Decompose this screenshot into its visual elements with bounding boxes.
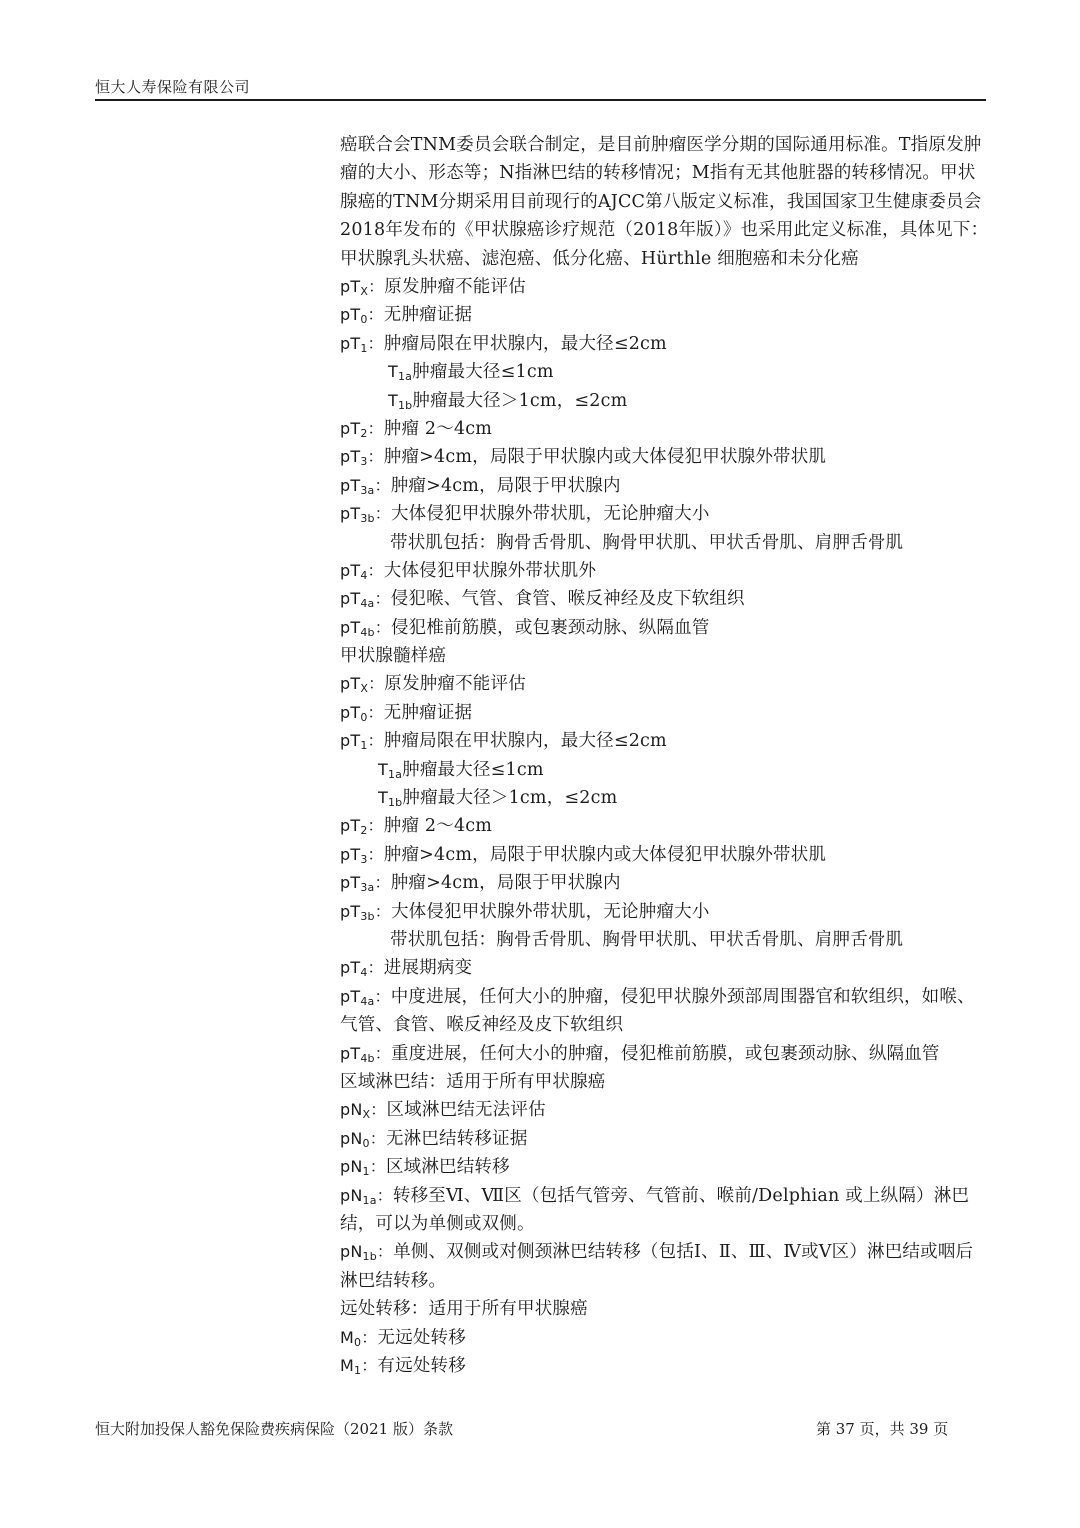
s2-pt4a-line: $pT_{4a}$：中度进展，任何大小的肿瘤，侵犯甲状腺外颈部周围器官和软组织，如喉、气管、食管、喉反神经及皮下软组织 bbox=[340, 986, 975, 1036]
s2-pt3-text: 肿瘤>4cm，局限于甲状腺内或大体侵犯甲状腺外带状肌 bbox=[383, 844, 827, 865]
s4-m0-line: $M_0$：无远处转移 bbox=[340, 1327, 466, 1349]
s1-pt3-line: $pT_3$：肿瘤>4cm，局限于甲状腺内或大体侵犯甲状腺外带状肌 bbox=[340, 447, 827, 469]
s2-pt4-line: $pT_4$：进展期病变 bbox=[340, 958, 473, 980]
s1-pt4-text: 大体侵犯甲状腺外带状肌外 bbox=[383, 560, 597, 581]
s3-pnx-text: 区域淋巴结无法评估 bbox=[386, 1100, 546, 1121]
footer-page-number: 第 37 页，共 39 页 bbox=[816, 1420, 949, 1438]
s3-pnx-line: $pN_X$：区域淋巴结无法评估 bbox=[340, 1100, 546, 1122]
document-body bbox=[340, 131, 990, 1380]
s1-pt0-line: $pT_0$：无肿瘤证据 bbox=[340, 305, 473, 327]
s1-pt3a-line: $pT_{3a}$：肿瘤>4cm，局限于甲状腺内 bbox=[340, 475, 621, 497]
s2-pt3b-line: $pT_{3b}$：大体侵犯甲状腺外带状肌，无论肿瘤大小 bbox=[340, 901, 710, 923]
header-divider bbox=[95, 99, 986, 101]
s3-pn1b-line: $pN_{1b}$：单侧、双侧或对侧颈淋巴结转移（包括Ⅰ、Ⅱ、Ⅲ、Ⅳ或Ⅴ区）淋巴结或咽后淋巴结转移。 bbox=[340, 1242, 974, 1291]
s2-pt0-text: 无肿瘤证据 bbox=[383, 702, 473, 723]
s2-ptx-text: 原发肿瘤不能评估 bbox=[384, 674, 526, 695]
section2-title: 甲状腺髓样癌 bbox=[340, 646, 447, 667]
s1-pt3-text: 肿瘤>4cm，局限于甲状腺内或大体侵犯甲状腺外带状肌 bbox=[383, 447, 827, 468]
s1-t1b-text: 肿瘤最大径＞1cm，≤2cm bbox=[412, 390, 628, 411]
intro-paragraph: 癌联合会TNM委员会联合制定，是目前肿瘤医学分期的国际通用标准。T指原发肿瘤的大小、形态等；N指淋巴结的转移情况；M指有无其他脏器的转移情况。甲状腺癌的TNM分期采用目前现行的AJCC第八版定义标准，我国国家卫生健康委员会2018年发布的《甲状腺癌诊疗规范（2018年版）》也采用此定义标准，具体见下： bbox=[340, 135, 989, 241]
s2-pt2-line: $pT_2$：肿瘤 2～4cm bbox=[340, 816, 493, 838]
s1-pt3a-text: 肿瘤>4cm，局限于甲状腺内 bbox=[390, 475, 621, 496]
s2-pt0-line: $pT_0$：无肿瘤证据 bbox=[340, 702, 473, 724]
s1-pt4b-line: $pT_{4b}$：侵犯椎前筋膜，或包裹颈动脉、纵隔血管 bbox=[340, 617, 710, 639]
section1-title: 甲状腺乳头状癌、滤泡癌、低分化癌、Hürthle 细胞癌和未分化癌 bbox=[340, 248, 859, 269]
s1-pt4a-text: 侵犯喉、气管、食管、喉反神经及皮下软组织 bbox=[390, 589, 745, 610]
s1-pt3b-text: 大体侵犯甲状腺外带状肌，无论肿瘤大小 bbox=[390, 504, 710, 525]
s2-pt3b-text: 大体侵犯甲状腺外带状肌，无论肿瘤大小 bbox=[390, 901, 710, 922]
s1-pt4a-line: $pT_{4a}$：侵犯喉、气管、食管、喉反神经及皮下软组织 bbox=[340, 589, 745, 611]
s4-m1-text: 有远处转移 bbox=[377, 1355, 466, 1376]
page-header-company: 恒大人寿保险有限公司 bbox=[95, 78, 251, 96]
s2-pt2-text: 肿瘤 2～4cm bbox=[383, 816, 493, 837]
footer-doc-title: 恒大附加投保人豁免保险费疾病保险（2021 版）条款 bbox=[95, 1420, 453, 1438]
s3-pn0-line: $pN_0$：无淋巴结转移证据 bbox=[340, 1128, 528, 1150]
s1-strap-line: 带状肌包括：胸骨舌骨肌、胸骨甲状肌、甲状舌骨肌、肩胛舌骨肌 bbox=[390, 532, 904, 553]
s3-pn1-text: 区域淋巴结转移 bbox=[385, 1157, 510, 1178]
s2-pt4b-text: 重度进展，任何大小的肿瘤，侵犯椎前筋膜，或包裹颈动脉、纵隔血管 bbox=[390, 1043, 940, 1064]
s1-pt2-line: $pT_2$：肿瘤 2～4cm bbox=[340, 418, 493, 440]
s1-pt4-line: $pT_4$：大体侵犯甲状腺外带状肌外 bbox=[340, 560, 597, 582]
s1-pt4b-text: 侵犯椎前筋膜，或包裹颈动脉、纵隔血管 bbox=[390, 617, 710, 638]
s3-pn1a-text: 转移至Ⅵ、Ⅶ区（包括气管旁、气管前、喉前/Delphian 或上纵隔）淋巴结，可以为单侧或双侧。 bbox=[340, 1185, 970, 1234]
s2-pt3a-text: 肿瘤>4cm，局限于甲状腺内 bbox=[390, 873, 621, 894]
s2-t1a-text: 肿瘤最大径≤1cm bbox=[402, 759, 544, 780]
s1-pt1-text: 肿瘤局限在甲状腺内，最大径≤2cm bbox=[383, 333, 667, 354]
s2-strap-line: 带状肌包括：胸骨舌骨肌、胸骨甲状肌、甲状舌骨肌、肩胛舌骨肌 bbox=[390, 930, 904, 950]
s3-pn1a-line: $pN_{1a}$：转移至Ⅵ、Ⅶ区（包括气管旁、气管前、喉前/Delphian 或上纵隔）淋巴结，可以为单侧或双侧。 bbox=[340, 1185, 970, 1234]
s2-t1b-text: 肿瘤最大径＞1cm，≤2cm bbox=[402, 788, 618, 809]
s1-pt2-text: 肿瘤 2～4cm bbox=[383, 418, 493, 439]
s1-t1a-line: $T_{1a}$肿瘤最大径≤1cm bbox=[388, 362, 554, 384]
s1-t1b-line: $T_{1b}$肿瘤最大径＞1cm，≤2cm bbox=[388, 390, 628, 412]
s2-pt1-text: 肿瘤局限在甲状腺内，最大径≤2cm bbox=[383, 731, 667, 752]
s3-pn1b-text: 单侧、双侧或对侧颈淋巴结转移（包括Ⅰ、Ⅱ、Ⅲ、Ⅳ或Ⅴ区）淋巴结或咽后淋巴结转移。 bbox=[340, 1242, 974, 1291]
s2-pt3-line: $pT_3$：肿瘤>4cm，局限于甲状腺内或大体侵犯甲状腺外带状肌 bbox=[340, 844, 827, 866]
s1-ptx-text: 原发肿瘤不能评估 bbox=[384, 277, 526, 298]
s1-ptx-line: $pT_X$：原发肿瘤不能评估 bbox=[340, 277, 526, 299]
s1-pt3b-line: $pT_{3b}$：大体侵犯甲状腺外带状肌，无论肿瘤大小 bbox=[340, 504, 710, 526]
s2-pt3a-line: $pT_{3a}$：肿瘤>4cm，局限于甲状腺内 bbox=[340, 873, 621, 895]
s1-t1a-text: 肿瘤最大径≤1cm bbox=[412, 362, 554, 383]
s2-pt1-line: $pT_1$：肿瘤局限在甲状腺内，最大径≤2cm bbox=[340, 731, 667, 753]
s3-pn0-text: 无淋巴结转移证据 bbox=[385, 1128, 528, 1149]
s3-pn1-line: $pN_1$：区域淋巴结转移 bbox=[340, 1157, 510, 1179]
s4-m1-line: $M_1$：有远处转移 bbox=[340, 1355, 466, 1377]
s1-pt0-text: 无肿瘤证据 bbox=[383, 305, 473, 326]
s2-t1a-line: $T_{1a}$肿瘤最大径≤1cm bbox=[378, 759, 544, 781]
s2-pt4b-line: $pT_{4b}$：重度进展，任何大小的肿瘤，侵犯椎前筋膜，或包裹颈动脉、纵隔血管 bbox=[340, 1043, 940, 1065]
s1-pt1-line: $pT_1$：肿瘤局限在甲状腺内，最大径≤2cm bbox=[340, 333, 667, 355]
section3-title: 区域淋巴结：适用于所有甲状腺癌 bbox=[340, 1071, 606, 1092]
s2-pt4-text: 进展期病变 bbox=[383, 958, 473, 979]
s2-t1b-line: $T_{1b}$肿瘤最大径＞1cm，≤2cm bbox=[378, 788, 618, 810]
s2-pt4a-text: 中度进展，任何大小的肿瘤，侵犯甲状腺外颈部周围器官和软组织，如喉、气管、食管、喉反神经及皮下软组织 bbox=[340, 986, 975, 1036]
section4-title: 远处转移：适用于所有甲状腺癌 bbox=[340, 1299, 588, 1320]
s2-ptx-line: $pT_X$：原发肿瘤不能评估 bbox=[340, 674, 526, 696]
s4-m0-text: 无远处转移 bbox=[377, 1327, 466, 1348]
